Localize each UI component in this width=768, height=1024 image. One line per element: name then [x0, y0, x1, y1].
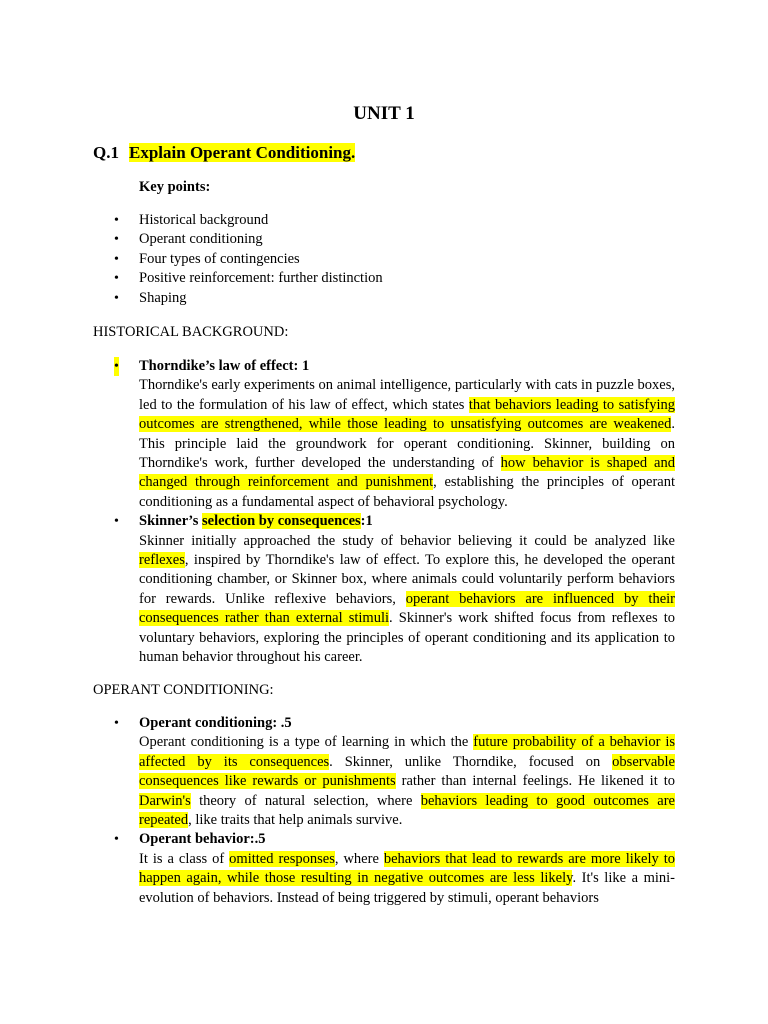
bullet-icon: • [114, 514, 119, 530]
question-number: Q.1 [93, 143, 119, 162]
thorndike-paragraph: Thorndike's early experiments on animal intelligence, particularly with cats in puzzle boxes, led to the formulation of his law of effect, which states that behaviors leading to satisfying outcomes are strengthened, while those leading to unsatisfying outcomes are weakened. This principle laid the groundwork for operant conditioning. Skinner, building on Thorndike's work, further developed the understanding of how behavior is shaped and changed through reinforcement and punishment, establishing the principles of operant conditioning as a fundamental aspect of behavioral psychology. [139, 377, 675, 510]
list-item: • Four types of contingencies [93, 250, 383, 269]
bullet-icon: • [114, 290, 119, 306]
skinner-item [93, 512, 675, 667]
skinner-paragraph: Skinner initially approached the study of behavior believing it could be analyzed like reflexes, inspired by Thorndike's law of effect. To explore this, he developed the operant conditioning chamber, or Skinner box, where animals could voluntarily perform behaviors for rewards. Unlike reflexive behaviors, operant behaviors are influenced by their consequences rather than external stimuli. Skinner's work shifted focus from reflexes to voluntary behaviors, exploring the principles of operant conditioning and its application to human behavior throughout his career. [139, 532, 676, 666]
key-points-list [93, 211, 383, 308]
list-item: • Positive reinforcement: further distinction [93, 269, 383, 288]
historical-heading: HISTORICAL BACKGROUND: [93, 324, 289, 340]
thorndike-title: Thorndike’s law of effect: 1 [139, 358, 310, 374]
skinner-title: Skinner’s selection by consequences:1 [139, 513, 373, 530]
operant-behavior-paragraph: It is a class of omitted responses, where behaviors that lead to rewards are more likely to happen again, while those resulting in negative outcomes are less likely. It's like a mini-evolution of behaviors. Instead of being triggered by stimuli, operant behaviors [139, 850, 676, 906]
operant-conditioning-title: Operant conditioning: .5 [139, 715, 292, 731]
key-points-label: Key points: [139, 179, 211, 195]
operant-conditioning-item [93, 714, 675, 830]
bullet-icon: • [114, 232, 119, 248]
bullet-icon: • [114, 213, 119, 228]
bullet-icon: • [114, 271, 119, 287]
bullet-icon: • [114, 251, 119, 267]
list-item: • Operant conditioning [93, 230, 383, 249]
operant-conditioning-paragraph: Operant conditioning is a type of learning in which the future probability of a behavior is affected by its consequences. Skinner, unlike Thorndike, focused on observable consequences like rewards or punishments rather than internal feelings. He likened it to Darwin's theory of natural selection, where behaviors leading to good outcomes are repeated, like traits that help animals survive. [139, 734, 675, 829]
list-item: • Historical background [93, 211, 383, 230]
historical-section [93, 357, 675, 668]
unit-title: UNIT 1 [353, 103, 415, 124]
thorndike-item [93, 357, 675, 512]
operant-behavior-item [93, 830, 675, 908]
operant-section [93, 714, 675, 908]
operant-heading: OPERANT CONDITIONING: [93, 682, 274, 698]
question-title: Explain Operant Conditioning. [129, 143, 356, 162]
bullet-icon: • [114, 357, 119, 376]
bullet-icon: • [114, 832, 119, 848]
operant-behavior-title: Operant behavior:.5 [139, 831, 266, 848]
list-item: • Shaping [93, 289, 383, 308]
bullet-icon: • [114, 716, 119, 731]
question-heading [93, 142, 355, 163]
